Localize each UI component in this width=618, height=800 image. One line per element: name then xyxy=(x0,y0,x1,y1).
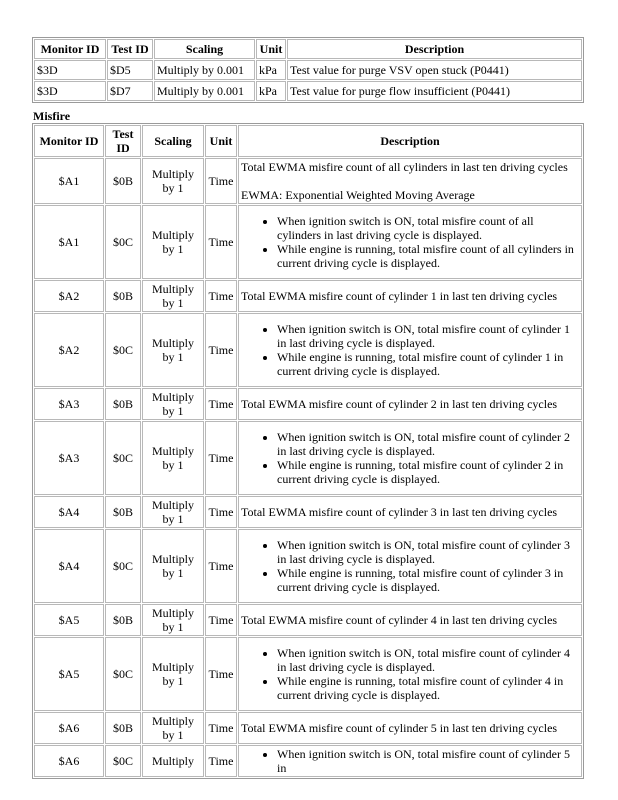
cell-scaling: Multiply by 1 xyxy=(142,496,204,528)
table-row xyxy=(34,496,582,528)
cell-unit: Time xyxy=(205,496,237,528)
table-row xyxy=(34,745,582,777)
cell-monitor-id: $A2 xyxy=(34,280,104,312)
cell-scaling: Multiply by 1 xyxy=(142,313,204,387)
description-text: Total EWMA misfire count of cylinder 5 in last ten driving cycles xyxy=(241,721,558,735)
cell-monitor-id: $A2 xyxy=(34,313,104,387)
cell-description xyxy=(238,496,582,528)
table-row xyxy=(34,205,582,279)
description-bullet-list xyxy=(241,646,579,702)
table-row xyxy=(34,712,582,744)
table-row xyxy=(34,529,582,603)
cell-description xyxy=(238,388,582,420)
cell-description xyxy=(238,313,582,387)
description-bullet-list xyxy=(241,214,579,270)
cell-scaling: Multiply by 1 xyxy=(142,421,204,495)
cell-unit: Time xyxy=(205,280,237,312)
cell-monitor-id: $A3 xyxy=(34,388,104,420)
misfire-header-description: Description xyxy=(238,125,582,157)
description-bullet: • While engine is running, total misfire count of cylinder 3 in current driving cycle is displayed. xyxy=(277,566,579,594)
description-bullet: • When ignition switch is ON, total misfire count of cylinder 4 in last driving cycle is displayed. xyxy=(277,646,579,674)
cell-scaling: Multiply xyxy=(142,745,204,777)
cell-test-id: $0B xyxy=(105,388,141,420)
description-bullet-list xyxy=(241,538,579,594)
cell-scaling: Multiply by 0.001 xyxy=(154,60,255,80)
misfire-header-scaling: Scaling xyxy=(142,125,204,157)
purge-header-test-id: Test ID xyxy=(107,39,153,59)
cell-test-id: $D5 xyxy=(107,60,153,80)
cell-monitor-id: $3D xyxy=(34,60,106,80)
cell-test-id: $D7 xyxy=(107,81,153,101)
cell-scaling: Multiply by 1 xyxy=(142,712,204,744)
purge-header-monitor-id: Monitor ID xyxy=(34,39,106,59)
cell-scaling: Multiply by 1 xyxy=(142,637,204,711)
description-bullet-list xyxy=(241,430,579,486)
cell-unit: Time xyxy=(205,712,237,744)
description-text: Total EWMA misfire count of cylinder 3 in last ten driving cycles xyxy=(241,505,558,519)
cell-description xyxy=(238,205,582,279)
cell-test-id: $0C xyxy=(105,421,141,495)
purge-header-description: Description xyxy=(287,39,582,59)
cell-description xyxy=(238,745,582,777)
description-bullet: • While engine is running, total misfire count of cylinder 1 in current driving cycle is displayed. xyxy=(277,350,579,378)
description-bullet: • When ignition switch is ON, total misfire count of cylinder 5 in xyxy=(277,747,579,775)
table-row xyxy=(34,388,582,420)
cell-monitor-id: $A1 xyxy=(34,205,104,279)
misfire-table xyxy=(32,123,584,779)
cell-test-id: $0C xyxy=(105,745,141,777)
description-bullet: • While engine is running, total misfire count of cylinder 2 in current driving cycle is displayed. xyxy=(277,458,579,486)
cell-description xyxy=(238,280,582,312)
cell-unit: kPa xyxy=(256,60,286,80)
cell-monitor-id: $A1 xyxy=(34,158,104,204)
cell-unit: Time xyxy=(205,745,237,777)
cell-test-id: $0B xyxy=(105,604,141,636)
cell-scaling: Multiply by 0.001 xyxy=(154,81,255,101)
cell-scaling: Multiply by 1 xyxy=(142,158,204,204)
cell-unit: Time xyxy=(205,388,237,420)
cell-scaling: Multiply by 1 xyxy=(142,388,204,420)
cell-monitor-id: $3D xyxy=(34,81,106,101)
table-row xyxy=(34,158,582,204)
cell-scaling: Multiply by 1 xyxy=(142,205,204,279)
cell-test-id: $0C xyxy=(105,637,141,711)
description-note: EWMA: Exponential Weighted Moving Average xyxy=(241,188,475,202)
misfire-header-monitor-id: Monitor ID xyxy=(34,125,104,157)
description-bullet-list xyxy=(241,322,579,378)
cell-scaling: Multiply by 1 xyxy=(142,604,204,636)
cell-test-id: $0B xyxy=(105,496,141,528)
table-row xyxy=(34,60,582,80)
cell-unit: Time xyxy=(205,158,237,204)
description-bullet: • When ignition switch is ON, total misfire count of cylinder 1 in last driving cycle is displayed. xyxy=(277,322,579,350)
cell-monitor-id: $A6 xyxy=(34,745,104,777)
description-text: Total EWMA misfire count of all cylinders in last ten driving cycles xyxy=(241,160,568,174)
description-bullet: • While engine is running, total misfire count of cylinder 4 in current driving cycle is displayed. xyxy=(277,674,579,702)
cell-description xyxy=(238,158,582,204)
cell-monitor-id: $A3 xyxy=(34,421,104,495)
cell-description: Test value for purge VSV open stuck (P0441) xyxy=(287,60,582,80)
cell-description xyxy=(238,421,582,495)
description-bullet: • While engine is running, total misfire count of all cylinders in current driving cycle is displayed. xyxy=(277,242,579,270)
misfire-section-title: Misfire xyxy=(33,109,71,123)
cell-unit: Time xyxy=(205,421,237,495)
table-row xyxy=(34,313,582,387)
cell-description xyxy=(238,529,582,603)
cell-monitor-id: $A4 xyxy=(34,529,104,603)
description-bullet-list xyxy=(241,747,579,775)
purge-table xyxy=(32,37,584,103)
cell-test-id: $0B xyxy=(105,158,141,204)
cell-test-id: $0C xyxy=(105,205,141,279)
cell-unit: Time xyxy=(205,205,237,279)
cell-unit: Time xyxy=(205,529,237,603)
cell-scaling: Multiply by 1 xyxy=(142,529,204,603)
purge-header-scaling: Scaling xyxy=(154,39,255,59)
cell-description xyxy=(238,712,582,744)
cell-scaling: Multiply by 1 xyxy=(142,280,204,312)
description-text: Total EWMA misfire count of cylinder 1 in last ten driving cycles xyxy=(241,289,558,303)
cell-monitor-id: $A6 xyxy=(34,712,104,744)
cell-test-id: $0B xyxy=(105,712,141,744)
table-row xyxy=(34,637,582,711)
cell-description: Test value for purge flow insufficient (P0441) xyxy=(287,81,582,101)
table-row xyxy=(34,604,582,636)
cell-monitor-id: $A5 xyxy=(34,604,104,636)
description-bullet: • When ignition switch is ON, total misfire count of all cylinders in last driving cycle is displayed. xyxy=(277,214,579,242)
misfire-header-unit: Unit xyxy=(205,125,237,157)
misfire-table-body xyxy=(34,158,582,777)
cell-monitor-id: $A4 xyxy=(34,496,104,528)
description-text: Total EWMA misfire count of cylinder 2 in last ten driving cycles xyxy=(241,397,558,411)
cell-description xyxy=(238,637,582,711)
cell-unit: Time xyxy=(205,604,237,636)
purge-table-header-row xyxy=(34,39,582,59)
purge-header-unit: Unit xyxy=(256,39,286,59)
cell-unit: Time xyxy=(205,637,237,711)
cell-description xyxy=(238,604,582,636)
cell-monitor-id: $A5 xyxy=(34,637,104,711)
description-bullet: • When ignition switch is ON, total misfire count of cylinder 3 in last driving cycle is displayed. xyxy=(277,538,579,566)
cell-test-id: $0C xyxy=(105,313,141,387)
table-row xyxy=(34,81,582,101)
cell-unit: kPa xyxy=(256,81,286,101)
misfire-header-test-id: Test ID xyxy=(105,125,141,157)
description-text: Total EWMA misfire count of cylinder 4 in last ten driving cycles xyxy=(241,613,558,627)
description-bullet: • When ignition switch is ON, total misfire count of cylinder 2 in last driving cycle is displayed. xyxy=(277,430,579,458)
misfire-table-header-row xyxy=(34,125,582,157)
cell-test-id: $0C xyxy=(105,529,141,603)
cell-unit: Time xyxy=(205,313,237,387)
cell-test-id: $0B xyxy=(105,280,141,312)
table-row xyxy=(34,421,582,495)
table-row xyxy=(34,280,582,312)
